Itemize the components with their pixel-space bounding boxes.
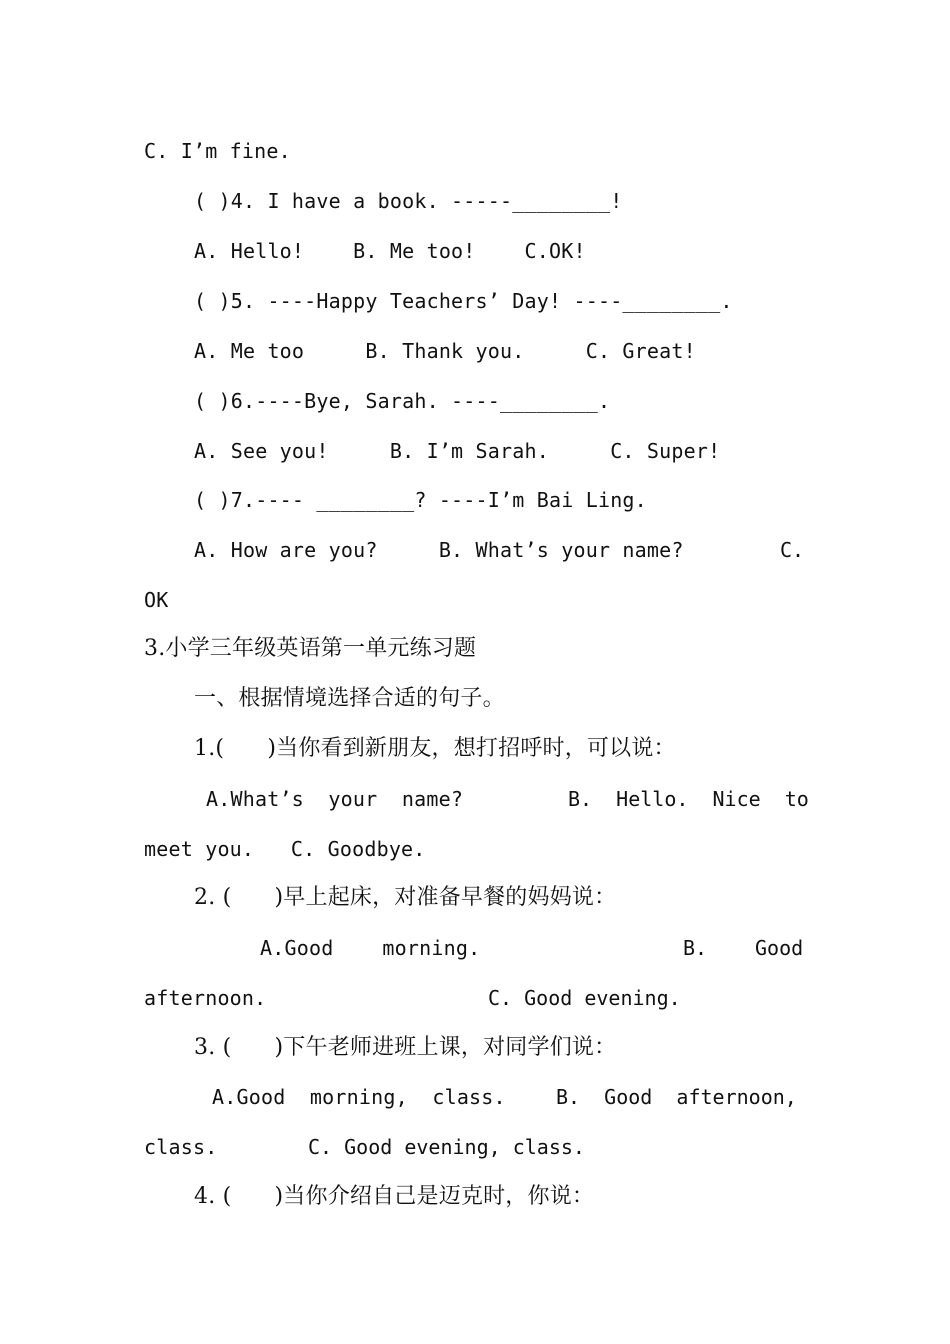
exercise-3-option-a: A.Good morning, class. [212,1085,506,1109]
exercise-1-options-continued: meet you. C. Goodbye. [144,837,426,861]
question-5-options: A. Me too B. Thank you. C. Great! [194,339,696,363]
exercise-3: 3. ( )下午老师进班上课，对同学们说： [194,1035,617,1060]
question-7-option-c-label: C. [780,538,805,562]
exercise-2-option-c: C. Good evening. [488,986,681,1010]
exercise-2-option-a: A.Good morning. [260,936,481,960]
exercise-3-option-b: B. Good afternoon, [556,1085,797,1109]
question-4: ( )4. I have a book. -----________! [194,189,623,213]
question-6-options: A. See you! B. I’m Sarah. C. Super! [194,439,721,463]
exercise-2-option-b-label: B. [683,936,708,960]
question-6: ( )6.----Bye, Sarah. ----________. [194,389,611,413]
question-4-options: A. Hello! B. Me too! C.OK! [194,239,586,263]
question-7-option-c-text: OK [144,588,169,612]
section-title: 3.小学三年级英语第一单元练习题 [144,636,477,661]
exercise-2: 2. ( )早上起床，对准备早餐的妈妈说： [194,885,617,910]
exercise-1: 1.( )当你看到新朋友，想打招呼时，可以说： [194,736,676,761]
part-heading: 一、根据情境选择合适的句子。 [194,686,505,711]
question-5: ( )5. ----Happy Teachers’ Day! ----________. [194,289,733,313]
answer-option-line: C. I’m fine. [144,139,291,163]
question-7: ( )7.---- ________? ----I’m Bai Ling. [194,488,647,512]
exercise-4: 4. ( )当你介绍自己是迈克时，你说： [194,1184,595,1209]
exercise-2-option-b-text: Good [755,936,804,960]
exercise-1-option-a: A.What’s your name? [206,787,464,811]
exercise-3-option-c: C. Good evening, class. [308,1135,585,1159]
exercise-3-option-b-continued: class. [144,1135,218,1159]
exercise-1-option-b: B. Hello. Nice to [568,787,809,811]
question-7-options: A. How are you? B. What’s your name? [194,538,684,562]
exercise-2-option-b-continued: afternoon. [144,986,267,1010]
